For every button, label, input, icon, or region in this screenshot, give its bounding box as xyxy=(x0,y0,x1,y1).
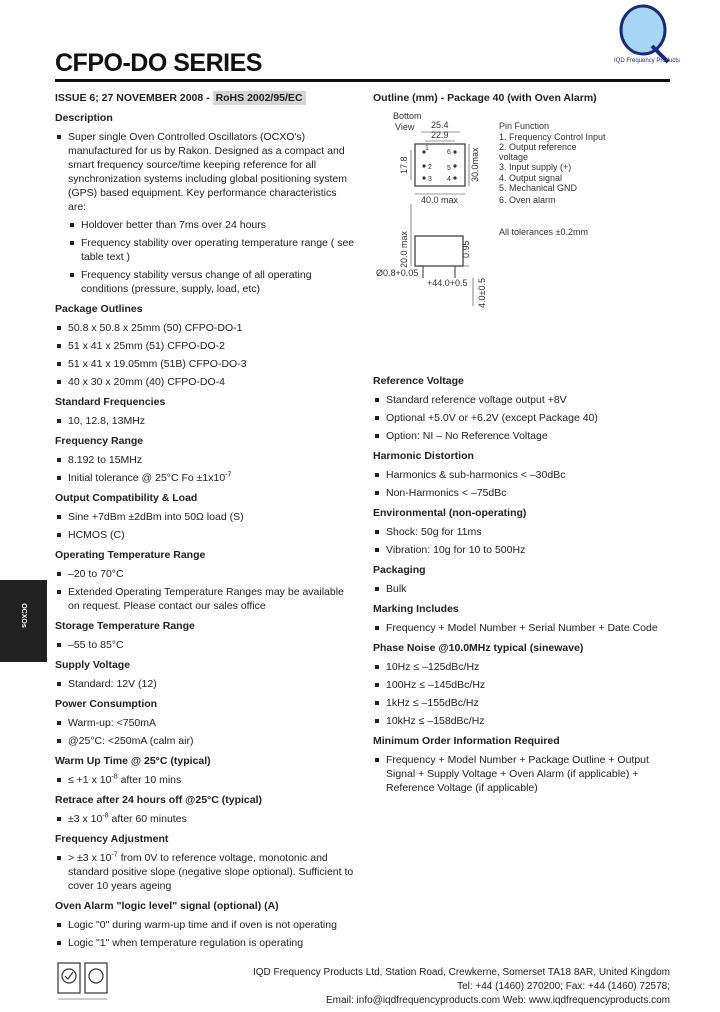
frequency-range-heading: Frequency Range xyxy=(55,435,144,447)
outline-diagram xyxy=(373,108,673,318)
description-item: Frequency stability over operating temperature range ( see table text ) xyxy=(55,236,355,264)
footer-address: IQD Frequency Products Ltd, Station Road, Crewkerne, Somerset TA18 8AR, United Kingdom xyxy=(252,967,670,978)
svg-text:3: 3 xyxy=(428,176,432,183)
list-item: 100Hz ≤ –145dBc/Hz xyxy=(373,678,673,692)
pin-5: 5. Mechanical GND xyxy=(499,183,578,193)
exponent: -7 xyxy=(225,471,232,479)
list-item: 1kHz ≤ –155dBc/Hz xyxy=(373,696,673,710)
text: ±3 x 10 xyxy=(68,813,103,825)
description-section xyxy=(55,111,355,296)
list-item: Logic "1" when temperature regulation is operating xyxy=(55,936,355,950)
list-item xyxy=(55,851,355,893)
environmental-heading: Environmental (non-operating) xyxy=(373,507,527,519)
power-section xyxy=(55,697,355,748)
bottom-view-label: Bottom xyxy=(393,111,422,121)
op-temp-heading: Operating Temperature Range xyxy=(55,549,206,561)
package-outlines-section xyxy=(55,302,355,389)
list-item: Non-Harmonics < –75dBc xyxy=(373,486,673,500)
list-item: Bulk xyxy=(373,582,673,596)
dim-44: +44.0+0.5 xyxy=(427,278,468,288)
text: from 0V to reference voltage, monotonic and standard positive slope (negative slope optional). Sufficient to cover 10 years ageing xyxy=(68,852,354,892)
list-item: 50.8 x 50.8 x 25mm (50) CFPO-DO-1 xyxy=(55,321,355,335)
list-item: Logic "0" during warm-up time and if oven is not operating xyxy=(55,918,355,932)
output-heading: Output Compatibility & Load xyxy=(55,492,198,504)
svg-text:5: 5 xyxy=(447,165,451,172)
side-tab-label: OCXOs xyxy=(20,603,27,628)
footer xyxy=(253,966,670,1008)
exponent: -8 xyxy=(111,773,118,781)
side-view-body xyxy=(415,236,463,266)
list-item: 51 x 41 x 19.05mm (51B) CFPO-DO-3 xyxy=(55,357,355,371)
warmup-heading: Warm Up Time @ 25°C (typical) xyxy=(55,755,211,767)
list-item: Harmonics & sub-harmonics < –30dBc xyxy=(373,468,673,482)
supply-section xyxy=(55,658,355,691)
description-item: Holdover better than 7ms over 24 hours xyxy=(55,218,355,232)
retrace-section xyxy=(55,793,355,826)
description-item: Frequency stability versus change of all operating conditions (pressure, supply, load, etc) xyxy=(55,268,355,296)
list-item: 10kHz ≤ –158dBc/Hz xyxy=(373,714,673,728)
list-item: Extended Operating Temperature Ranges may be available on request. Please contact our sales office xyxy=(55,585,355,613)
outline-title: Outline (mm) - Package 40 (with Oven Alarm) xyxy=(373,92,597,104)
freq-adj-section xyxy=(55,832,355,893)
output-section xyxy=(55,491,355,542)
page-title: CFPO-DO SERIES xyxy=(55,49,262,77)
list-item xyxy=(55,812,355,826)
storage-temp-section xyxy=(55,619,355,652)
logo-text: IQD Frequency Products xyxy=(614,58,681,64)
tolerance-note: All tolerances ±0.2mm xyxy=(499,227,588,237)
package-outlines-heading: Package Outlines xyxy=(55,303,143,315)
issue-date: ISSUE 6; 27 NOVEMBER 2008 - xyxy=(55,92,213,104)
svg-text:2: 2 xyxy=(428,164,432,171)
dim-20: 20.0 max xyxy=(399,230,409,268)
svg-text:6: 6 xyxy=(447,149,451,156)
right-column xyxy=(373,374,673,801)
top-view-body xyxy=(415,144,465,186)
text: ≤ +1 x 10 xyxy=(68,774,112,786)
retrace-heading: Retrace after 24 hours off @25°C (typical) xyxy=(55,794,262,806)
list-item: Standard: 12V (12) xyxy=(55,677,355,691)
list-item: 51 x 41 x 25mm (51) CFPO-DO-2 xyxy=(55,339,355,353)
min-order-section xyxy=(373,734,673,795)
environmental-section xyxy=(373,506,673,557)
list-item: –20 to 70°C xyxy=(55,567,355,581)
pin-3: 3. Input supply (+) xyxy=(499,162,572,172)
text: after 60 minutes xyxy=(108,813,187,825)
svg-text:1: 1 xyxy=(425,145,429,152)
list-item: 10, 12.8, 13MHz xyxy=(55,414,355,428)
list-item: 40 x 30 x 20mm (40) CFPO-DO-4 xyxy=(55,375,355,389)
marking-heading: Marking Includes xyxy=(373,603,459,615)
rohs-badge: RoHS 2002/95/EC xyxy=(213,91,306,105)
list-item: Standard reference voltage output +8V xyxy=(373,393,673,407)
issue-line xyxy=(55,92,306,104)
dim-22-9: 22.9 xyxy=(431,130,449,140)
svg-text:4: 4 xyxy=(447,176,451,183)
warmup-section xyxy=(55,754,355,787)
view-label: View xyxy=(395,122,415,132)
exponent: -7 xyxy=(111,851,118,859)
footer-contact[interactable]: Email: info@iqdfrequencyproducts.com Web: www.iqdfrequencyproducts.com xyxy=(325,995,670,1006)
oven-alarm-heading: Oven Alarm "logic level" signal (optional) (A) xyxy=(55,900,279,912)
standard-frequencies-section xyxy=(55,395,355,428)
ref-voltage-section xyxy=(373,374,673,443)
certification-seal xyxy=(57,962,109,1004)
list-item: Sine +7dBm ±2dBm into 50Ω load (S) xyxy=(55,510,355,524)
list-item: Shock: 50g for 11ms xyxy=(373,525,673,539)
dim-4: 4.0±0.5 xyxy=(477,278,487,308)
min-order-heading: Minimum Order Information Required xyxy=(373,735,560,747)
list-item: –55 to 85°C xyxy=(55,638,355,652)
pin-header: Pin Function xyxy=(499,121,550,131)
list-item: HCMOS (C) xyxy=(55,528,355,542)
list-item: Optional +5.0V or +6.2V (except Package 40) xyxy=(373,411,673,425)
list-item: 10Hz ≤ –125dBc/Hz xyxy=(373,660,673,674)
standard-frequencies-heading: Standard Frequencies xyxy=(55,396,166,408)
list-item: 8.192 to 15MHz xyxy=(55,453,355,467)
list-item xyxy=(55,471,355,485)
pin-6: 6. Oven alarm xyxy=(499,195,556,205)
ref-voltage-heading: Reference Voltage xyxy=(373,375,464,387)
footer-phone: Tel: +44 (1460) 270200; Fax: +44 (1460) 72578; xyxy=(457,981,670,992)
dim-30: 30.0max xyxy=(470,147,480,182)
phase-noise-heading: Phase Noise @10.0MHz typical (sinewave) xyxy=(373,642,584,654)
storage-temp-heading: Storage Temperature Range xyxy=(55,620,195,632)
exponent: -8 xyxy=(102,812,109,820)
left-column xyxy=(55,111,355,956)
text: Initial tolerance @ 25°C Fo ±1x10 xyxy=(68,472,226,484)
title-rule xyxy=(55,79,670,82)
dim-25-4: 25.4 xyxy=(431,120,449,130)
marking-section xyxy=(373,602,673,635)
packaging-section xyxy=(373,563,673,596)
dim-40: 40.0 max xyxy=(421,195,459,205)
list-item: Vibration: 10g for 10 to 500Hz xyxy=(373,543,673,557)
dim-095: 0.95 xyxy=(461,240,471,258)
supply-heading: Supply Voltage xyxy=(55,659,131,671)
list-item: Option: NI – No Reference Voltage xyxy=(373,429,673,443)
text: > ±3 x 10 xyxy=(68,852,112,864)
pin-1: 1. Frequency Control Input xyxy=(499,132,606,142)
pin-2: 2. Output reference xyxy=(499,142,577,152)
list-item: @25°C: <250mA (calm air) xyxy=(55,734,355,748)
pin-2-cont: voltage xyxy=(499,152,529,162)
list-item: Frequency + Model Number + Serial Number + Date Code xyxy=(373,621,673,635)
packaging-heading: Packaging xyxy=(373,564,426,576)
frequency-range-section xyxy=(55,434,355,485)
description-heading: Description xyxy=(55,112,113,124)
list-item xyxy=(55,773,355,787)
oven-alarm-section xyxy=(55,899,355,950)
pin-4: 4. Output signal xyxy=(499,173,563,183)
list-item: Frequency + Model Number + Package Outline + Output Signal + Supply Voltage + Oven Alarm (if applicable) + Reference Voltage (if applicable) xyxy=(373,753,673,795)
dim-08: Ø0.8+0.05 xyxy=(376,268,419,278)
text: after 10 mins xyxy=(117,774,182,786)
dim-17-8: 17.8 xyxy=(399,156,409,174)
op-temp-section xyxy=(55,548,355,613)
freq-adj-heading: Frequency Adjustment xyxy=(55,833,169,845)
power-heading: Power Consumption xyxy=(55,698,158,710)
description-intro: Super single Oven Controlled Oscillators (OCXO's) manufactured for us by Rakon. Designed as a compact and smart frequency source/time keeping reference for all synchronization systems including global positioning system (GPS) based equipment. Key performance characteristics are: xyxy=(55,130,355,214)
list-item: Warm-up: <750mA xyxy=(55,716,355,730)
harmonic-heading: Harmonic Distortion xyxy=(373,450,474,462)
harmonic-section xyxy=(373,449,673,500)
phase-noise-section xyxy=(373,641,673,728)
